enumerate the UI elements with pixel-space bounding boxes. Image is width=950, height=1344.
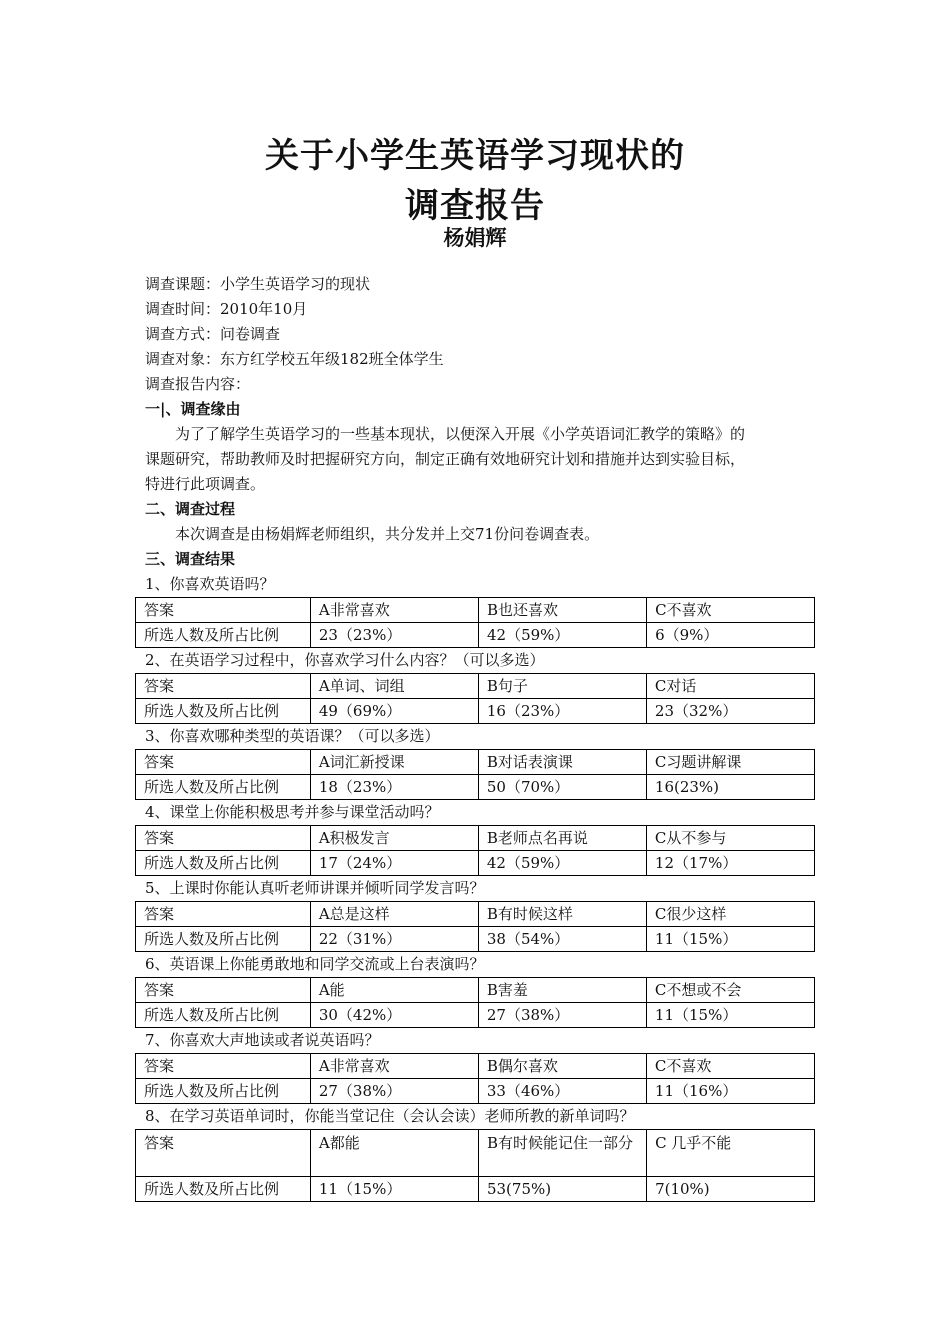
info-topic: 调查课题：小学生英语学习的现状 (145, 275, 371, 293)
result-a: 17（24%） (310, 851, 478, 876)
result-b: 16（23%） (478, 699, 646, 724)
question-5: 5、上课时你能认真听老师讲课并倾听同学发言吗？ (145, 879, 485, 897)
table-row (136, 1054, 815, 1079)
result-table-7 (135, 1053, 815, 1104)
info-subject: 调查对象：东方红学校五年级182班全体学生 (145, 350, 444, 368)
result-c: 11（15%） (646, 1003, 814, 1028)
result-c: 12（17%） (646, 851, 814, 876)
result-c: 23（32%） (646, 699, 814, 724)
result-a: 23（23%） (310, 623, 478, 648)
result-table-8 (135, 1129, 815, 1202)
option-a: A能 (310, 978, 478, 1003)
option-b: B有时候这样 (478, 902, 646, 927)
option-c: C不喜欢 (647, 598, 815, 623)
result-b: 42（59%） (478, 851, 646, 876)
result-c: 7(10%) (647, 1177, 815, 1202)
table-row (136, 623, 815, 648)
option-c: C不想或不会 (646, 978, 814, 1003)
count-label: 所选人数及所占比例 (136, 1177, 311, 1202)
table-row (136, 775, 815, 800)
option-a: A单词、词组 (310, 674, 478, 699)
result-a: 27（38%） (310, 1079, 478, 1104)
question-1: 1、你喜欢英语吗？ (145, 575, 275, 593)
table-row (136, 826, 815, 851)
section2-para: 本次调查是由杨娟辉老师组织，共分发并上交71份问卷调查表。 (175, 525, 600, 543)
answer-label: 答案 (136, 1054, 311, 1079)
result-a: 49（69%） (310, 699, 478, 724)
option-c: C很少这样 (646, 902, 814, 927)
answer-label: 答案 (136, 1130, 311, 1177)
result-table-2 (135, 673, 815, 724)
result-table-4 (135, 825, 815, 876)
section1-para-line1: 为了了解学生英语学习的一些基本现状，以便深入开展《小学英语词汇教学的策略》的 (175, 425, 746, 443)
result-table-6 (135, 977, 815, 1028)
result-b: 50（70%） (478, 775, 646, 800)
answer-label: 答案 (136, 674, 311, 699)
option-a: A词汇新授课 (310, 750, 478, 775)
result-c: 11（15%） (646, 927, 814, 952)
author-name: 杨娟辉 (443, 225, 507, 250)
result-a: 22（31%） (310, 927, 478, 952)
count-label: 所选人数及所占比例 (136, 1079, 311, 1104)
result-table-1 (135, 597, 815, 648)
info-time: 调查时间：2010年10月 (145, 300, 308, 318)
count-label: 所选人数及所占比例 (136, 1003, 311, 1028)
section1-heading: 一|、调查缘由 (145, 400, 241, 418)
result-a: 11（15%） (310, 1177, 478, 1202)
table-row (136, 750, 815, 775)
table-row (136, 927, 815, 952)
answer-label: 答案 (136, 902, 311, 927)
table-row (136, 1177, 815, 1202)
option-b: B偶尔喜欢 (478, 1054, 646, 1079)
question-7: 7、你喜欢大声地读或者说英语吗？ (145, 1031, 380, 1049)
result-table-3 (135, 749, 815, 800)
report-body (145, 272, 815, 1202)
question-3: 3、你喜欢哪种类型的英语课？（可以多选） (145, 727, 440, 745)
report-title-line2: 调查报告 (405, 186, 545, 226)
option-a: A积极发言 (310, 826, 478, 851)
section1-para-line3: 特进行此项调查。 (145, 475, 266, 493)
option-a: A非常喜欢 (310, 598, 478, 623)
section1-para-line2: 课题研究，帮助教师及时把握研究方向，制定正确有效地研究计划和措施并达到实验目标， (145, 450, 746, 468)
result-b: 53(75%) (478, 1177, 646, 1202)
result-b: 38（54%） (478, 927, 646, 952)
table-row (136, 699, 815, 724)
table-row (136, 851, 815, 876)
option-c: C 几乎不能 (647, 1130, 815, 1177)
result-a: 18（23%） (310, 775, 478, 800)
option-c: C不喜欢 (646, 1054, 814, 1079)
table-row (136, 1003, 815, 1028)
option-b: B害羞 (478, 978, 646, 1003)
answer-label: 答案 (136, 826, 311, 851)
result-b: 33（46%） (478, 1079, 646, 1104)
table-row (136, 1130, 815, 1177)
option-b: B句子 (478, 674, 646, 699)
count-label: 所选人数及所占比例 (136, 623, 311, 648)
option-b: B对话表演课 (478, 750, 646, 775)
count-label: 所选人数及所占比例 (136, 775, 311, 800)
result-b: 27（38%） (478, 1003, 646, 1028)
info-method: 调查方式：问卷调查 (145, 325, 281, 343)
answer-label: 答案 (136, 750, 311, 775)
result-c: 11（16%） (646, 1079, 814, 1104)
table-row (136, 598, 815, 623)
table-row (136, 902, 815, 927)
section2-heading: 二、调查过程 (145, 500, 236, 518)
result-a: 30（42%） (310, 1003, 478, 1028)
option-c: C对话 (646, 674, 814, 699)
question-2: 2、在英语学习过程中，你喜欢学习什么内容？（可以多选） (145, 651, 545, 669)
result-c: 16(23%) (646, 775, 814, 800)
result-table-5 (135, 901, 815, 952)
count-label: 所选人数及所占比例 (136, 927, 311, 952)
result-b: 42（59%） (478, 623, 646, 648)
table-row (136, 1079, 815, 1104)
option-a: A总是这样 (310, 902, 478, 927)
count-label: 所选人数及所占比例 (136, 851, 311, 876)
option-c: C从不参与 (646, 826, 814, 851)
table-row (136, 674, 815, 699)
table-row (136, 978, 815, 1003)
count-label: 所选人数及所占比例 (136, 699, 311, 724)
option-c: C习题讲解课 (646, 750, 814, 775)
option-a: A非常喜欢 (310, 1054, 478, 1079)
section3-heading: 三、调查结果 (145, 550, 236, 568)
answer-label: 答案 (136, 978, 311, 1003)
question-8: 8、在学习英语单词时，你能当堂记住（会认会读）老师所教的新单词吗？ (145, 1107, 635, 1125)
info-content-label: 调查报告内容： (145, 375, 251, 393)
result-c: 6（9%） (647, 623, 815, 648)
report-title-line1: 关于小学生英语学习现状的 (265, 136, 685, 176)
option-b: B有时候能记住一部分 (478, 1130, 646, 1177)
answer-label: 答案 (136, 598, 311, 623)
option-b: B也还喜欢 (478, 598, 646, 623)
option-a: A都能 (310, 1130, 478, 1177)
question-6: 6、英语课上你能勇敢地和同学交流或上台表演吗？ (145, 955, 485, 973)
question-4: 4、课堂上你能积极思考并参与课堂活动吗？ (145, 803, 440, 821)
option-b: B老师点名再说 (478, 826, 646, 851)
